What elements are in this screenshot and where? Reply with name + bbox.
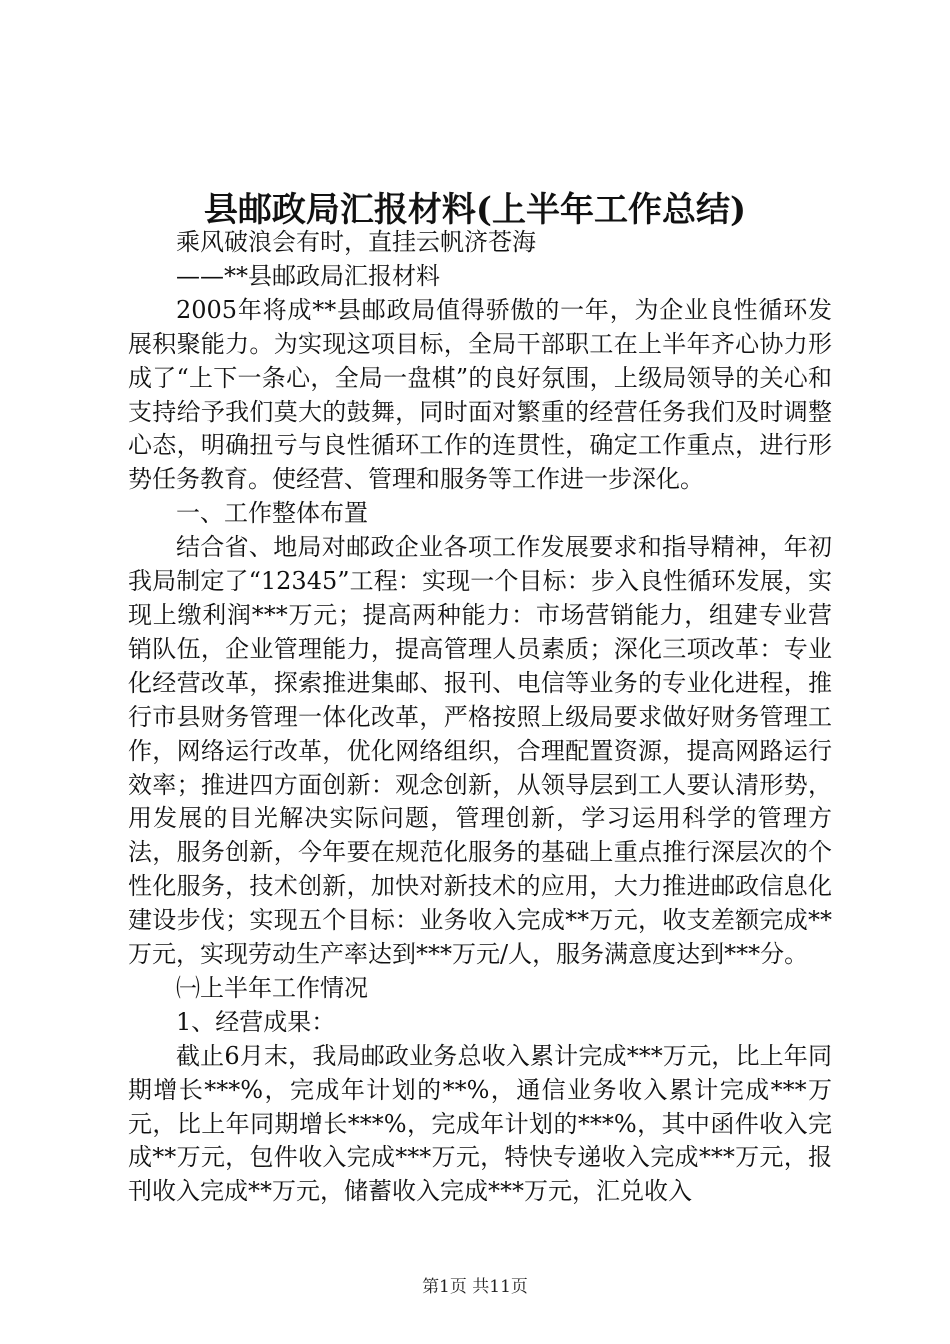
paragraph-business-results: 截止6月末，我局邮政业务总收入累计完成***万元，比上年同期增长***%，完成年计划的**%，通信业务收入累计完成***万元，比上年同期增长***%，完成年计划的***%，其中函件收入完成**万元，包件收入完成***万元，特快专递收入完成***万元，报刊收入完成**万元，储蓄收入完成***万元，汇兑收入 <box>128 1041 832 1206</box>
document-title: 县邮政局汇报材料(上半年工作总结) <box>203 190 747 230</box>
section-heading-overall-layout: 一、工作整体布置 <box>176 499 368 528</box>
subtitle-attribution: ——**县邮政局汇报材料 <box>176 261 440 290</box>
document-body <box>128 226 832 1209</box>
subtitle-line: 乘风破浪会有时，直挂云帆济苍海 <box>176 228 536 256</box>
paragraph-intro: 2005年将成**县邮政局值得骄傲的一年，为企业良性循环发展积聚能力。为实现这项目标，全局干部职工在上半年齐心协力形成了“上下一条心，全局一盘棋”的良好氛围，上级局领导的关心和支持给予我们莫大的鼓舞，同时面对繁重的经营任务我们及时调整心态，明确扭亏与良性循环工作的连贯性，确定工作重点，进行形势任务教育。使经营、管理和服务等工作进一步深化。 <box>128 295 832 494</box>
item-heading-business-results: 1、经营成果： <box>176 1007 336 1036</box>
subsection-heading-first-half: ㈠上半年工作情况 <box>176 973 368 1002</box>
page-footer: 第1页 共11页 <box>422 1277 528 1297</box>
paragraph-12345-project: 结合省、地局对邮政企业各项工作发展要求和指导精神，年初我局制定了“12345”工程：实现一个目标：步入良性循环发展，实现上缴利润***万元；提高两种能力：市场营销能力，组建专业营销队伍，企业管理能力，提高管理人员素质；深化三项改革：专业化经营改革，探索推进集邮、报刊、电信等业务的专业化进程，推行市县财务管理一体化改革，严格按照上级局要求做好财务管理工作，网络运行改革，优化网络组织，合理配置资源，提高网路运行效率；推进四方面创新：观念创新，从领导层到工人要认清形势，用发展的目光解决实际问题，管理创新，学习运用科学的管理方法，服务创新，今年要在规范化服务的基础上重点推行深层次的个性化服务，技术创新，加快对新技术的应用，大力推进邮政信息化建设步伐；实现五个目标：业务收入完成**万元，收支差额完成**万元，实现劳动生产率达到***万元/人，服务满意度达到***分。 <box>128 533 832 969</box>
